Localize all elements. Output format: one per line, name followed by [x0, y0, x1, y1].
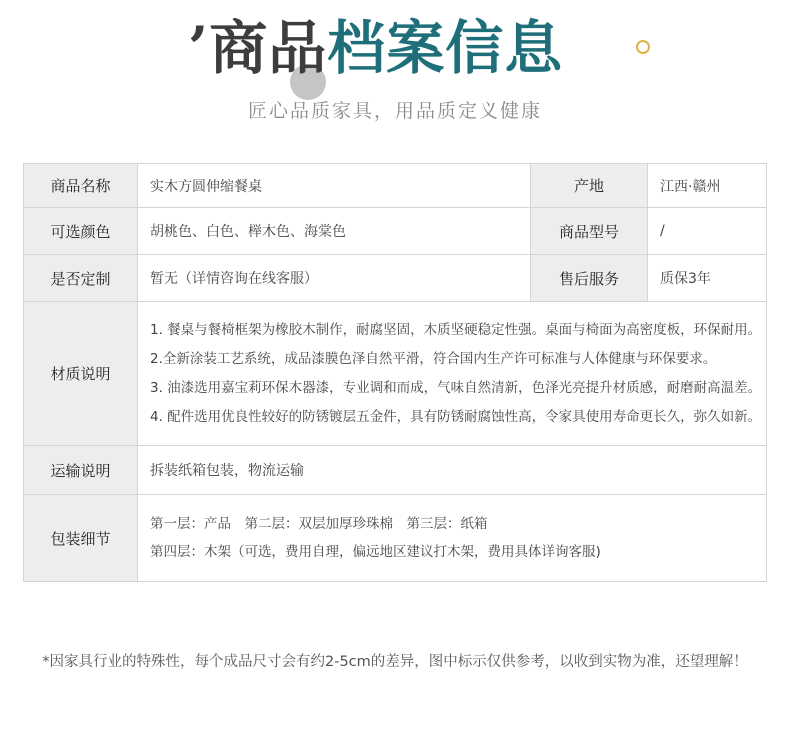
material-line: 2.全新涂装工艺系统，成品漆膜色泽自然平滑，符合国内生产许可标准与人体健康与环保要求。 — [150, 350, 717, 367]
label-origin: 产地 — [531, 164, 648, 208]
material-line: 4. 配件选用优良性较好的防锈镀层五金件，具有防锈耐腐蚀性高，令家具使用寿命更长久，弥久如新。 — [150, 408, 762, 425]
packing-line: 第一层：产品 第二层：双层加厚珍珠棉 第三层：纸箱 — [150, 516, 488, 532]
label-customization: 是否定制 — [24, 255, 138, 302]
label-shipping: 运输说明 — [24, 446, 138, 495]
value-colors: 胡桃色、白色、榉木色、海棠色 — [138, 208, 531, 255]
value-model: / — [648, 208, 767, 255]
table-row — [24, 446, 767, 495]
value-origin: 江西·赣州 — [648, 164, 767, 208]
product-spec-table — [23, 163, 767, 582]
table-row — [24, 495, 767, 582]
page-subtitle: 匠心品质家具，用品质定义健康 — [247, 100, 542, 122]
label-model: 商品型号 — [531, 208, 648, 255]
page-title-part-dark: ’商品 — [188, 14, 328, 82]
table-row — [24, 208, 767, 255]
label-material: 材质说明 — [24, 302, 138, 446]
disclaimer-footnote: *因家具行业的特殊性，每个成品尺寸会有约2-5cm的差异，图中标示仅供参考，以收到实物为准，还望理解！ — [42, 654, 748, 670]
label-packing: 包装细节 — [24, 495, 138, 582]
title-area — [0, 8, 790, 98]
label-after-sales: 售后服务 — [531, 255, 648, 302]
packing-line: 第四层：木架（可选，费用自理，偏远地区建议打木架，费用具体详询客服) — [150, 544, 601, 560]
page-title-part-teal: 档案信息 — [327, 14, 564, 82]
value-shipping: 拆装纸箱包装，物流运输 — [138, 446, 767, 495]
table-row — [24, 164, 767, 208]
table-row — [24, 255, 767, 302]
page-title — [188, 8, 563, 88]
table-row — [24, 302, 767, 446]
value-packing — [138, 495, 767, 582]
label-colors: 可选颜色 — [24, 208, 138, 255]
material-line: 3. 油漆选用嘉宝莉环保木器漆，专业调和而成，气味自然清新，色泽光亮提升材质感，耐磨耐高温差。 — [150, 379, 762, 396]
value-product-name: 实木方圆伸缩餐桌 — [138, 164, 531, 208]
decorative-ring-icon — [636, 40, 650, 54]
label-product-name: 商品名称 — [24, 164, 138, 208]
value-material — [138, 302, 767, 446]
value-after-sales: 质保3年 — [648, 255, 767, 302]
value-customization: 暂无（详情咨询在线客服） — [138, 255, 531, 302]
material-line: 1. 餐桌与餐椅框架为橡胶木制作，耐腐坚固，木质坚硬稳定性强。桌面与椅面为高密度板，环保耐用。 — [150, 321, 762, 338]
